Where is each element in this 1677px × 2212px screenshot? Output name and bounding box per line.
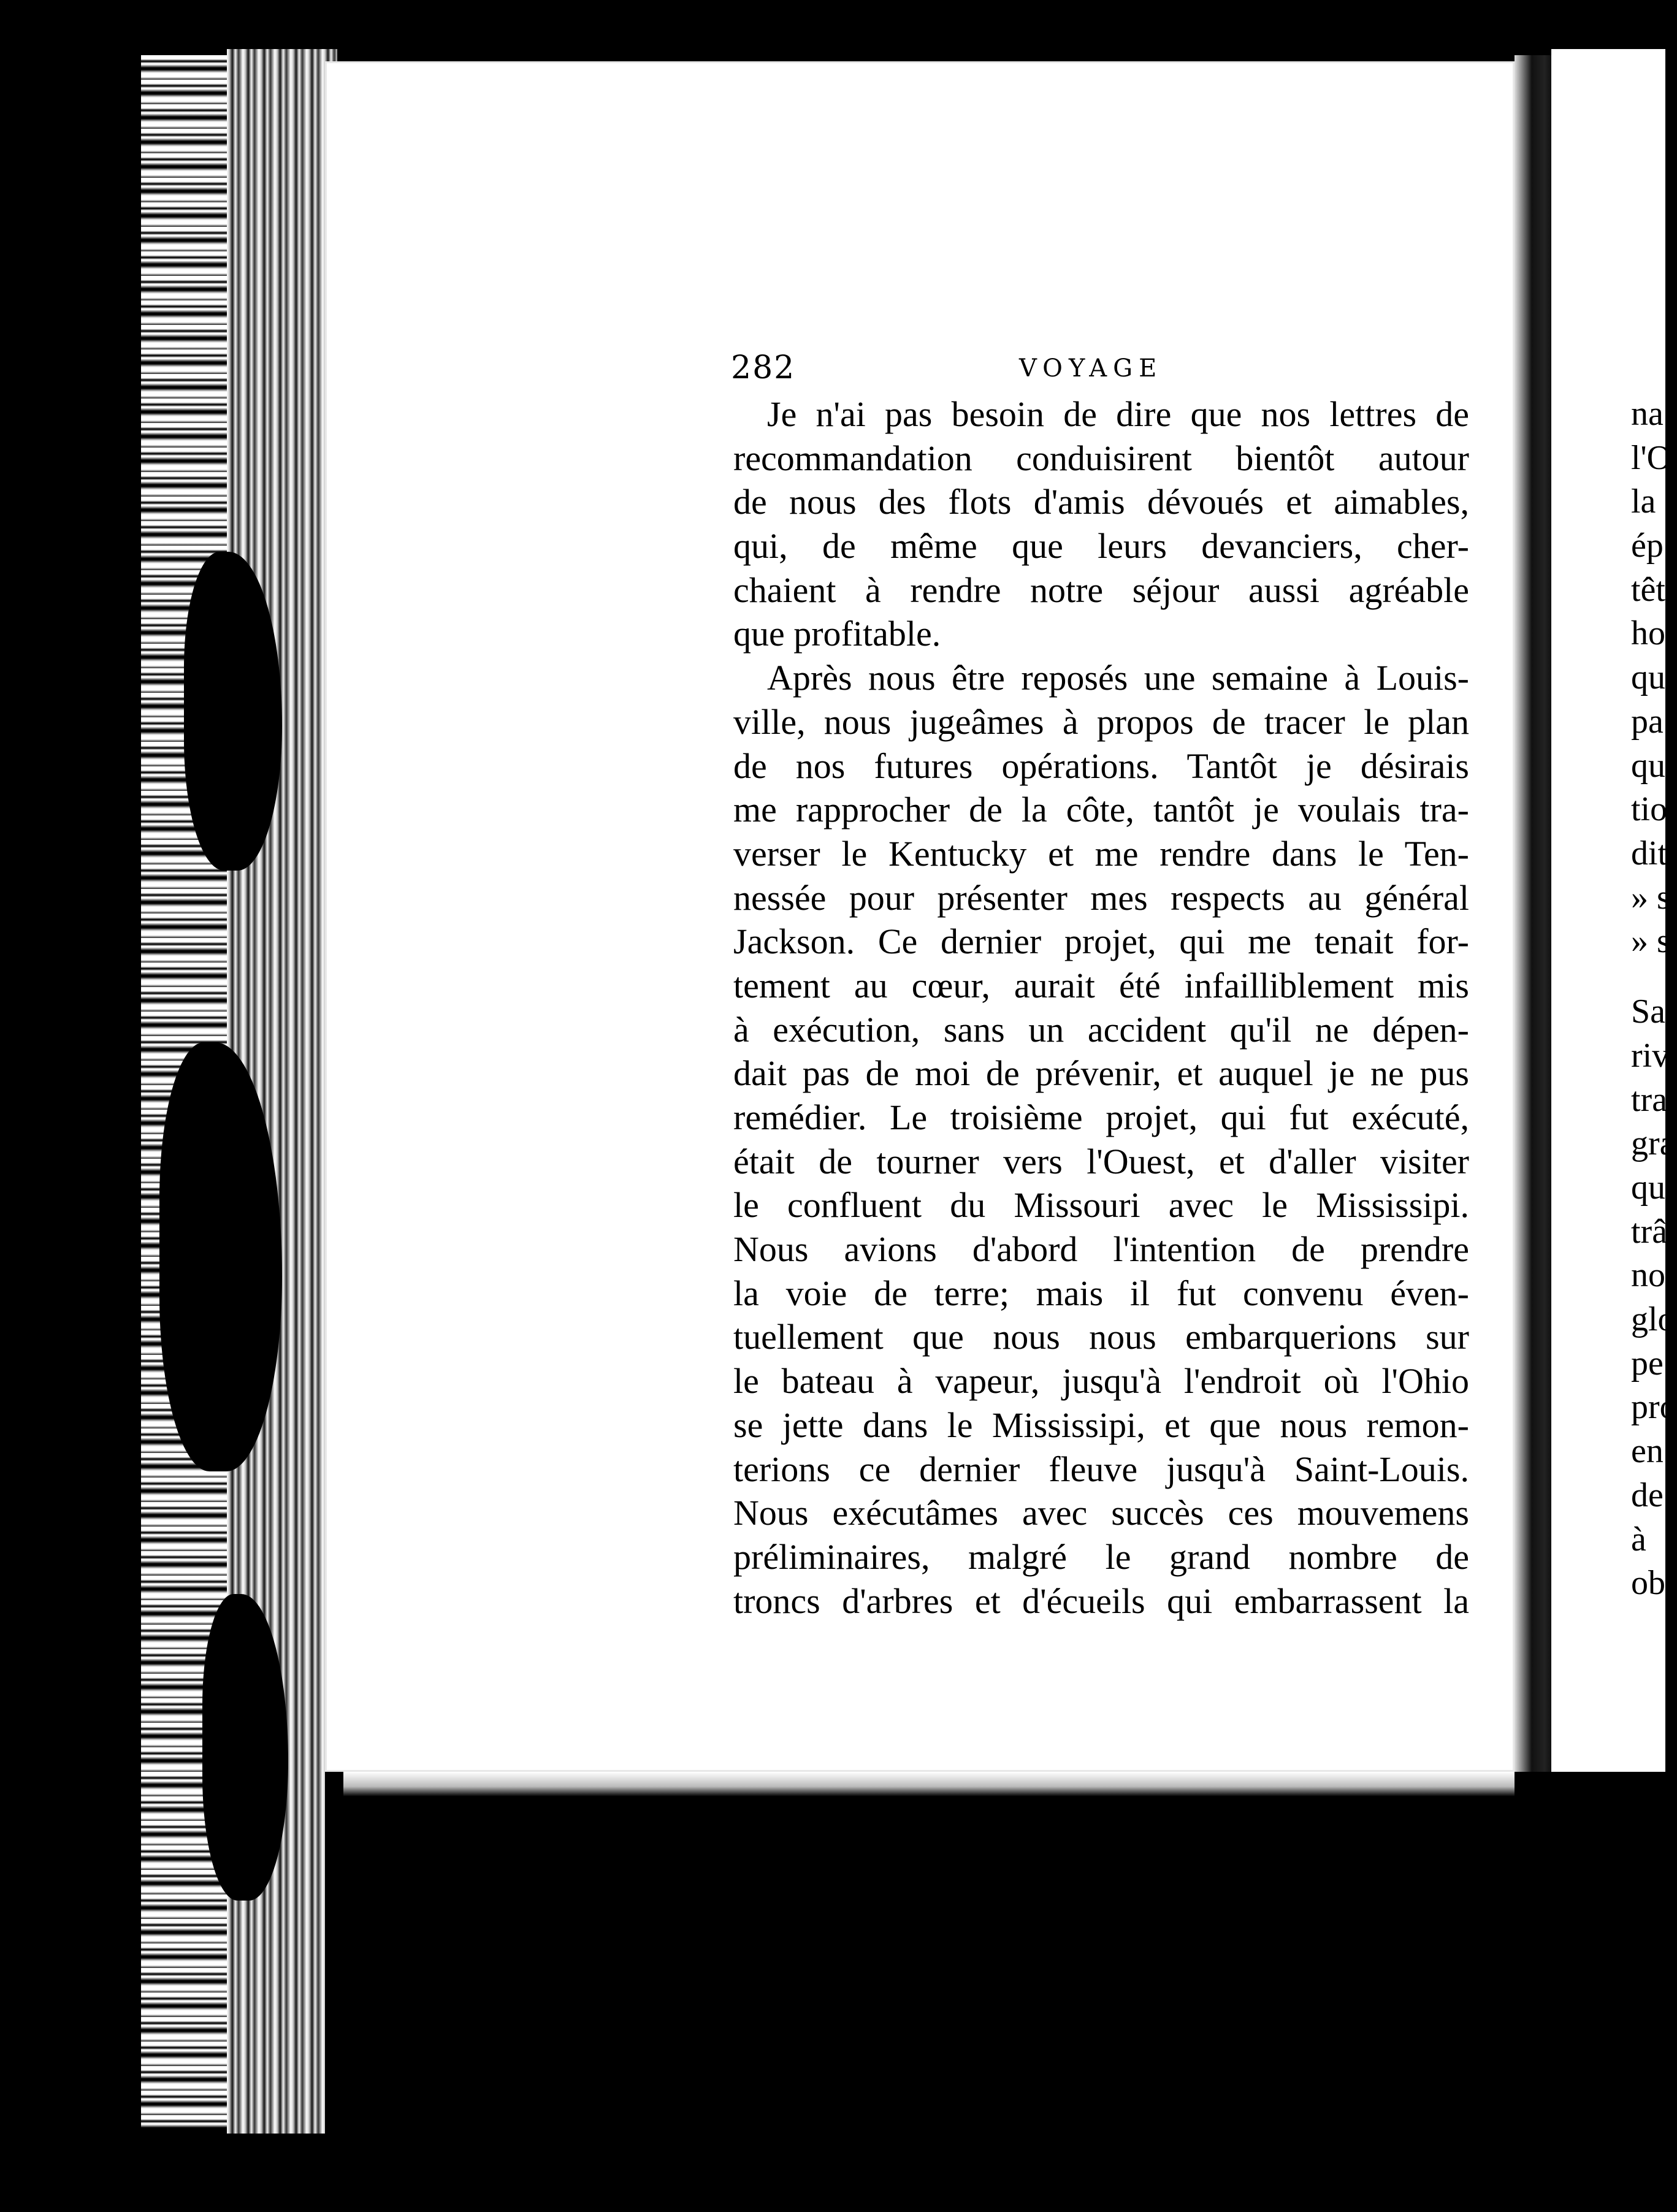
facing-text-fragment: qu [1631, 658, 1665, 697]
page-bottom-edge [343, 1772, 1515, 1796]
facing-text-fragment: en [1631, 1432, 1664, 1471]
facing-text-fragment: dit [1631, 834, 1668, 872]
facing-text-fragment: pro [1631, 1388, 1677, 1427]
facing-text-fragment: têt [1631, 570, 1665, 609]
facing-page-text [1631, 392, 1677, 1606]
text-line: ville, nous jugeâmes à propos de tracer le plan [733, 701, 1469, 742]
text-line: que profitable. [733, 614, 941, 654]
text-line: dait pas de moi de prévenir, et auquel je ne pus [733, 1053, 1469, 1094]
text-line: de nous des flots d'amis dévoués et aimables, [733, 482, 1469, 522]
text-line: Nous exécutâmes avec succès ces mouvemens [733, 1493, 1469, 1533]
body-text [733, 392, 1469, 1623]
text-line: tement au cœur, aurait été infailliblement mis [733, 965, 1469, 1005]
facing-text-fragment: Sa [1631, 993, 1665, 1031]
facing-text-fragment: riv [1631, 1036, 1670, 1075]
facing-text-fragment: qu [1631, 746, 1665, 785]
facing-text-fragment: » s [1631, 922, 1670, 961]
facing-text-fragment: glo [1631, 1300, 1675, 1339]
facing-text-fragment: ob [1631, 1564, 1665, 1603]
text-line: préliminaires, malgré le grand nombre de [733, 1536, 1469, 1577]
text-line: verser le Kentucky et me rendre dans le Ten- [733, 833, 1469, 874]
text-line: se jette dans le Mississipi, et que nous remon- [733, 1405, 1469, 1445]
facing-text-fragment: l'O [1631, 438, 1672, 477]
facing-text-fragment: gra [1631, 1124, 1675, 1163]
facing-text-fragment: trâ [1631, 1212, 1668, 1251]
facing-text-fragment: qu [1631, 1169, 1665, 1207]
text-line: Après nous être reposés une semaine à Louis- [767, 658, 1469, 698]
text-line: le bateau à vapeur, jusqu'à l'endroit où l'Ohio [733, 1361, 1469, 1402]
text-line: le confluent du Missouri avec le Mississipi. [733, 1185, 1469, 1226]
running-title: VOYAGE [1019, 354, 1163, 383]
text-line: nessée pour présenter mes respects au général [733, 877, 1469, 918]
text-line: tuellement que nous nous embarquerions sur [733, 1317, 1469, 1357]
facing-text-fragment: la [1631, 482, 1656, 521]
text-line: qui, de même que leurs devanciers, cher- [733, 526, 1469, 566]
text-line: recommandation conduisirent bientôt autour [733, 438, 1469, 478]
text-line: terions ce dernier fleuve jusqu'à Saint-Louis. [733, 1449, 1469, 1489]
text-line: remédier. Le troisième projet, qui fut exécuté, [733, 1097, 1469, 1137]
text-line: troncs d'arbres et d'écueils qui embarrassent la [733, 1581, 1469, 1621]
facing-text-fragment: ho [1631, 614, 1665, 653]
text-line: était de tourner vers l'Ouest, et d'aller visiter [733, 1141, 1469, 1181]
text-line: chaient à rendre notre séjour aussi agréable [733, 570, 1469, 610]
text-line: à exécution, sans un accident qu'il ne dépen- [733, 1009, 1469, 1050]
facing-text-fragment: tio [1631, 790, 1668, 829]
text-line: me rapprocher de la côte, tantôt je voulais tra- [733, 790, 1469, 830]
facing-text-fragment: de [1631, 1476, 1664, 1514]
text-line: de nos futures opérations. Tantôt je désirais [733, 746, 1469, 786]
scan-bottom-shadow [325, 1772, 1665, 2212]
facing-text-fragment: tra [1631, 1080, 1668, 1119]
running-head [731, 349, 1172, 392]
facing-text-fragment: pa [1631, 702, 1664, 741]
facing-text-fragment: no [1631, 1256, 1665, 1295]
text-line: Je n'ai pas besoin de dire que nos lettres de [767, 394, 1469, 434]
facing-text-fragment: na [1631, 395, 1664, 433]
facing-text-fragment: pe [1631, 1344, 1664, 1382]
facing-text-fragment: » s [1631, 878, 1670, 917]
text-line: Nous avions d'abord l'intention de prendre [733, 1229, 1469, 1270]
text-line: Jackson. Ce dernier projet, qui me tenait for- [733, 921, 1469, 962]
facing-text-fragment: ép [1631, 527, 1664, 565]
facing-text-fragment: à [1631, 1520, 1646, 1558]
page-number: 282 [731, 349, 796, 386]
text-line: la voie de terre; mais il fut convenu éven- [733, 1273, 1469, 1313]
